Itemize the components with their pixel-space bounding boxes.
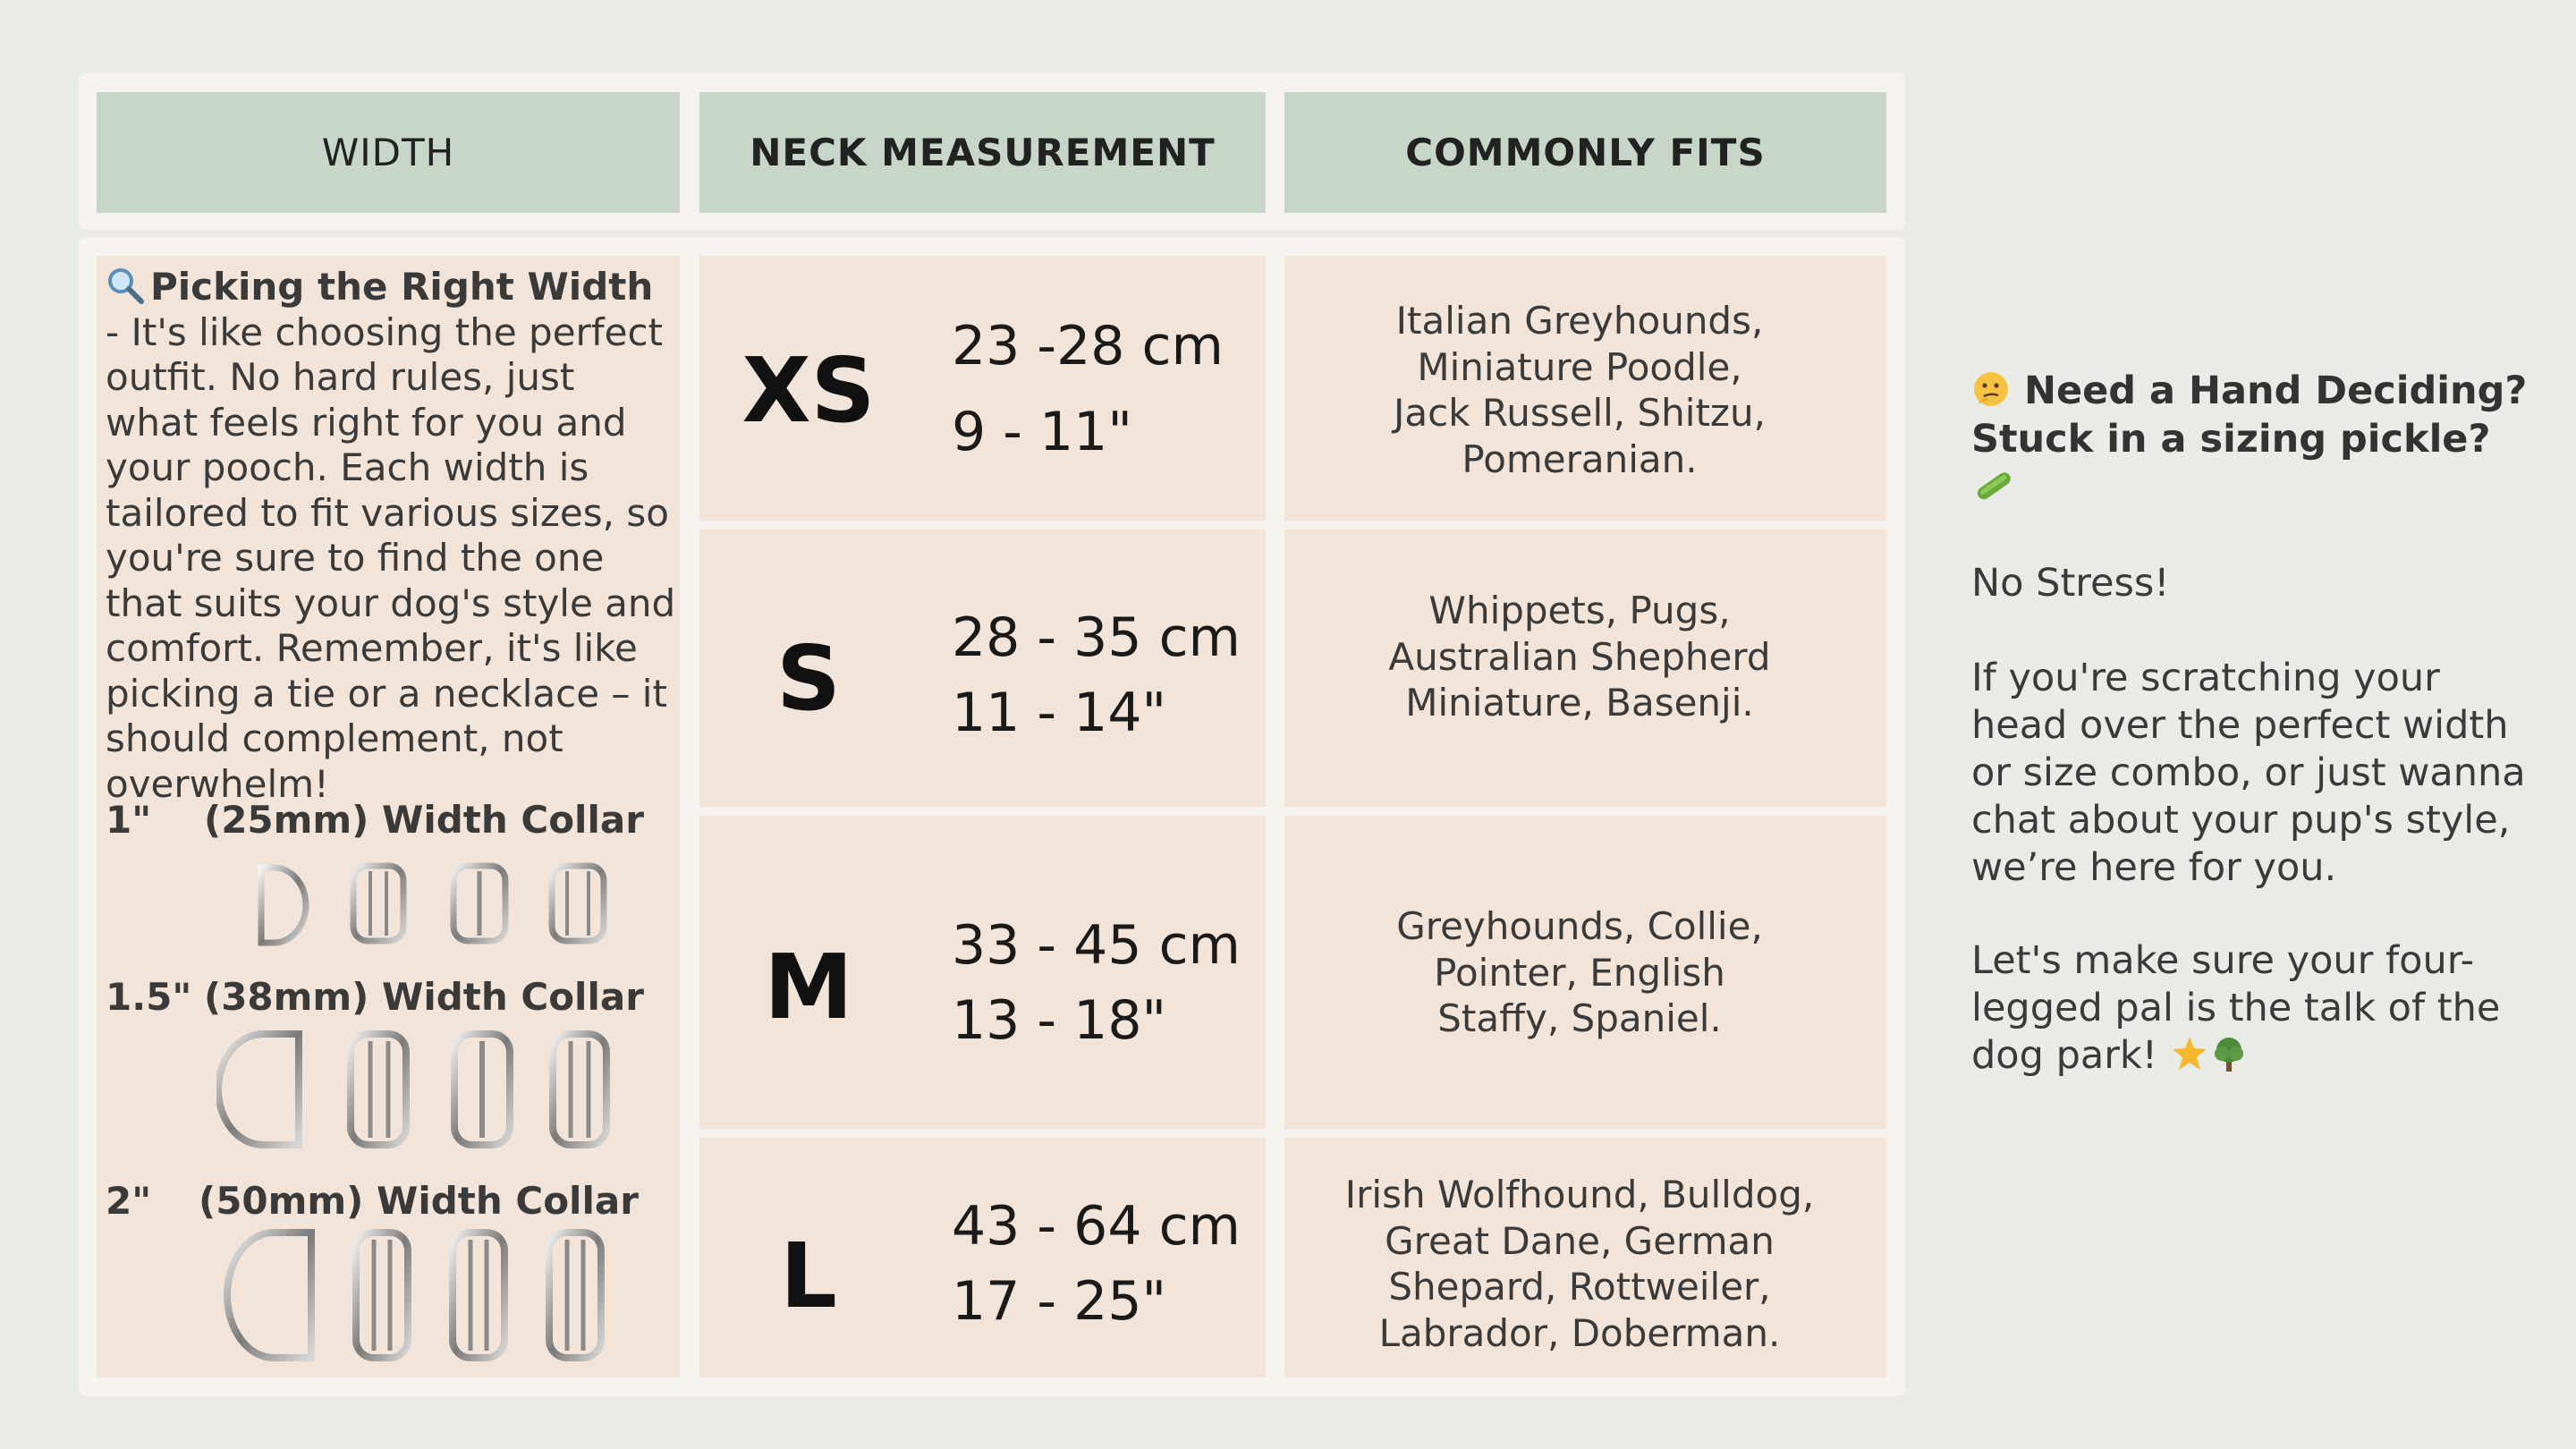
side-no-stress: No Stress! <box>1971 561 2170 606</box>
d-ring-icon <box>218 1034 299 1145</box>
size-m-cm: 33 - 45 cm <box>952 914 1241 977</box>
fits-line: Labrador, Doberman. <box>1378 1310 1781 1355</box>
side-heading-line1: Need a Hand Deciding? <box>2023 369 2528 413</box>
hardware-50mm-image <box>222 1227 615 1363</box>
fits-m-text <box>1284 903 1875 1042</box>
collar-size-1in: 1" <box>106 798 152 842</box>
side-heading <box>1971 367 2544 512</box>
slide-icon <box>353 866 403 941</box>
collar-label-text: (25mm) Width Collar <box>204 798 644 842</box>
header-fits-label: COMMONLY FITS <box>1405 131 1766 174</box>
collar-size-1-5in: 1.5" <box>106 975 192 1019</box>
intro-title: Picking the Right Width <box>150 265 654 309</box>
fits-line: Staffy, Spaniel. <box>1437 996 1722 1040</box>
collar-label-38mm <box>106 975 644 1019</box>
fits-line: Whippets, Pugs, <box>1428 589 1731 632</box>
collar-label-25mm <box>106 798 644 842</box>
fits-line: Jack Russell, Shitzu, <box>1394 391 1766 435</box>
header-commonly-fits <box>1284 92 1886 213</box>
fits-line: Miniature, Basenji. <box>1405 681 1754 724</box>
fits-xs-text <box>1284 298 1875 482</box>
fits-l-text <box>1284 1172 1875 1356</box>
fits-line: Irish Wolfhound, Bulldog, <box>1344 1173 1815 1216</box>
d-ring-icon <box>261 868 306 943</box>
size-m-letter: M <box>764 935 853 1039</box>
slide-icon <box>356 1233 408 1358</box>
header-width <box>97 92 680 213</box>
size-s-cm: 28 - 35 cm <box>952 606 1241 669</box>
size-s-inch: 11 - 14" <box>952 682 1167 744</box>
fits-line: Shepard, Rottweiler, <box>1388 1265 1771 1309</box>
fits-line: Greyhounds, Collie, <box>1396 904 1763 948</box>
size-s-letter: S <box>775 626 842 731</box>
slide-icon <box>351 1034 406 1145</box>
slide-icon <box>453 1233 504 1358</box>
cucumber-icon <box>1971 466 2014 505</box>
slide-icon <box>553 1034 606 1145</box>
collar-label-50mm <box>106 1179 639 1223</box>
collar-label-text: (50mm) Width Collar <box>199 1179 639 1223</box>
size-l-letter: L <box>780 1224 837 1328</box>
hardware-38mm-image <box>216 1029 619 1150</box>
hardware-25mm-image <box>234 860 628 950</box>
fits-line: Miniature Poodle, <box>1417 344 1742 389</box>
size-xs-letter: XS <box>741 338 876 443</box>
tree-icon <box>2209 1034 2249 1073</box>
size-l-cm: 43 - 64 cm <box>952 1195 1241 1258</box>
fits-line: Australian Shepherd <box>1388 634 1771 679</box>
magnifying-glass-icon <box>106 266 145 305</box>
collar-size-2in: 2" <box>106 1179 152 1223</box>
header-neck-measurement <box>699 92 1266 213</box>
side-closing-text: Let's make sure your four-legged pal is the talk of the dog park! <box>1971 938 2501 1078</box>
star-icon <box>2170 1034 2209 1073</box>
size-l-inch: 17 - 25" <box>952 1270 1167 1333</box>
fits-line: Italian Greyhounds, <box>1395 299 1764 343</box>
d-ring-icon <box>227 1233 311 1358</box>
fits-s-text <box>1284 588 1875 726</box>
fits-line: Pointer, English <box>1434 950 1725 995</box>
intro-paragraph <box>106 265 678 807</box>
size-xs-cm: 23 -28 cm <box>952 315 1224 377</box>
size-m-inch: 13 - 18" <box>952 989 1167 1052</box>
intro-text: - It's like choosing the perfect outfit. No hard rules, just what feels right for you and your pooch. Each width is tailored to fit various sizes, so you're sure to find the one that suits your dog's style and comfort. Remember, it's like picking a tie or a necklace – it should complement, not overwhelm! <box>106 309 676 806</box>
side-heading-line2: Stuck in a sizing pickle? <box>1971 417 2491 462</box>
slide-icon <box>549 1233 601 1358</box>
fits-line: Great Dane, German <box>1385 1218 1775 1263</box>
fits-line: Pomeranian. <box>1462 436 1698 481</box>
side-help-paragraph: If you're scratching your head over the perfect width or size combo, or just wanna chat about your pup's style, we’re here for you. <box>1971 656 2526 890</box>
header-neck-label: NECK MEASUREMENT <box>750 131 1216 174</box>
thinking-face-icon <box>1971 369 2011 409</box>
side-closing-paragraph <box>1971 937 2544 1080</box>
size-xs-inch: 9 - 11" <box>952 401 1132 463</box>
slide-icon <box>552 866 604 941</box>
header-width-label: WIDTH <box>321 131 455 174</box>
collar-label-text: (38mm) Width Collar <box>204 975 644 1019</box>
